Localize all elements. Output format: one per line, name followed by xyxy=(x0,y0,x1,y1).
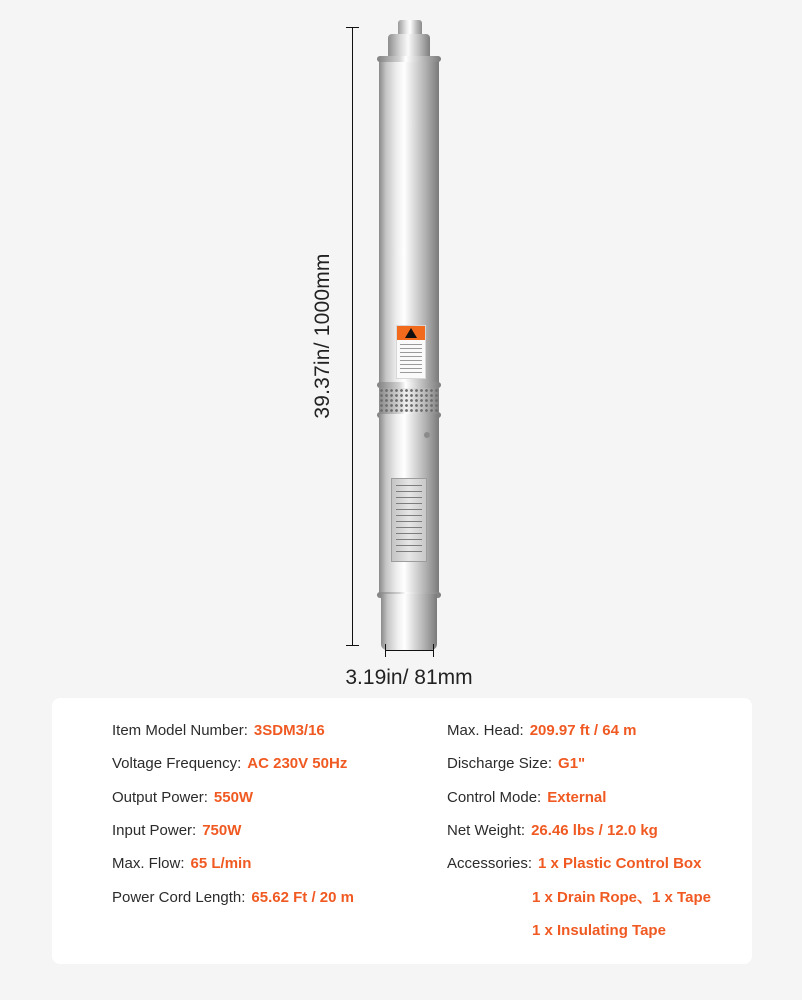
warning-icon xyxy=(405,328,417,338)
spec-card xyxy=(52,698,752,964)
spec-accessories: Accessories: 1 x Plastic Control Box xyxy=(447,855,702,872)
warning-sticker xyxy=(396,325,426,379)
submersible-pump-image xyxy=(379,20,439,650)
spec-power-cord-length: Power Cord Length: 65.62 Ft / 20 m xyxy=(112,889,354,906)
pump-neck xyxy=(388,34,430,56)
height-dimension-cap-top xyxy=(346,27,359,28)
bolt-icon xyxy=(424,432,430,438)
spec-output-power: Output Power: 550W xyxy=(112,789,254,806)
pump-base xyxy=(381,594,437,650)
height-dimension-label: 39.37in/ 1000mm xyxy=(311,253,334,419)
spec-net-weight: Net Weight: 26.46 lbs / 12.0 kg xyxy=(447,822,658,839)
width-dimension-cap-left xyxy=(385,644,386,657)
spec-item-model-number: Item Model Number: 3SDM3/16 xyxy=(112,722,325,739)
spec-accessories-line-2: 1 x Drain Rope、1 x Tape xyxy=(532,889,711,906)
spec-accessories-line-3: 1 x Insulating Tape xyxy=(532,922,666,939)
width-dimension-label: 3.19in/ 81mm xyxy=(345,666,473,689)
spec-input-power: Input Power: 750W xyxy=(112,822,242,839)
height-dimension-cap-bottom xyxy=(346,645,359,646)
pump-ring xyxy=(377,56,441,62)
height-dimension-line xyxy=(352,27,353,645)
width-dimension-cap-right xyxy=(433,644,434,657)
spec-control-mode: Control Mode: External xyxy=(447,789,607,806)
pump-intake-screen xyxy=(379,388,439,414)
width-dimension-line xyxy=(385,650,434,651)
spec-discharge-size: Discharge Size: G1" xyxy=(447,755,586,772)
motor-nameplate xyxy=(391,478,427,562)
spec-max-flow: Max. Flow: 65 L/min xyxy=(112,855,252,872)
spec-max-head: Max. Head: 209.97 ft / 64 m xyxy=(447,722,637,739)
spec-voltage-frequency: Voltage Frequency: AC 230V 50Hz xyxy=(112,755,348,772)
